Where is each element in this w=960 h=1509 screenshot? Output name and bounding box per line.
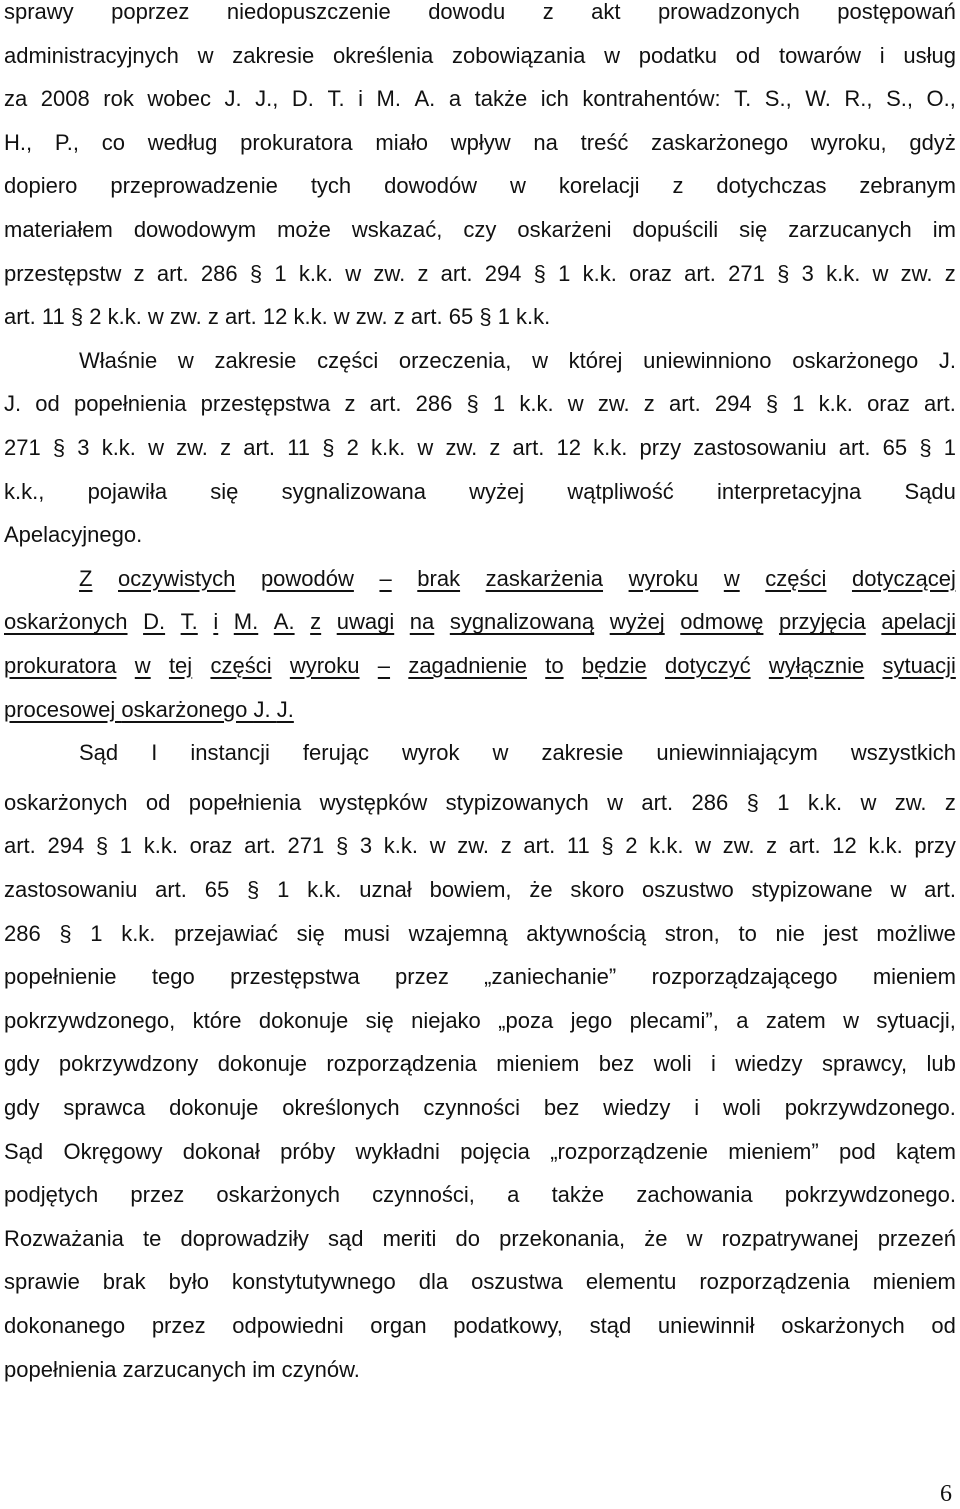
text-line: administracyjnych w zakresie określenia zobowiązania w podatku od towarów i usług xyxy=(4,42,956,68)
text-line: gdy sprawca dokonuje określonych czynności bez wiedzy i woli pokrzywdzonego. xyxy=(4,1095,956,1120)
page-number: 6 xyxy=(940,1481,952,1507)
text-line: popełnienia zarzucanych im czynów. xyxy=(4,1356,360,1382)
text-line: Właśnie w zakresie części orzeczenia, w której uniewinniono oskarżonego J. xyxy=(79,347,956,373)
text-line: Z oczywistych powodów – brak zaskarżenia wyroku w części dotyczącej xyxy=(79,565,956,591)
text-line: popełnienie tego przestępstwa przez „zaniechanie” rozporządzającego mieniem xyxy=(4,964,956,990)
text-line: gdy pokrzywdzony dokonuje rozporządzenia mieniem bez woli i wiedzy sprawcy, lub xyxy=(4,1051,956,1077)
text-line: Sąd I instancji ferując wyrok w zakresie uniewinniającym wszystkich xyxy=(79,740,956,766)
text-line: sprawy poprzez niedopuszczenie dowodu z akt prowadzonych postępowań xyxy=(4,0,956,24)
text-line: 286 § 1 k.k. przejawiać się musi wzajemną aktywnością stron, to nie jest możliwe xyxy=(4,920,956,946)
text-line: procesowej oskarżonego J. J. xyxy=(4,696,294,722)
text-line: Rozważania te doprowadziły sąd meriti do przekonania, że w rozpatrywanej przezeń xyxy=(4,1225,956,1251)
text-line: Apelacyjnego. xyxy=(4,522,143,548)
text-line: podjętych przez oskarżonych czynności, a także zachowania pokrzywdzonego. xyxy=(4,1182,956,1208)
text-line: materiałem dowodowym może wskazać, czy oskarżeni dopuścili się zarzucanych im xyxy=(4,217,956,242)
text-line: art. 11 § 2 k.k. w zw. z art. 12 k.k. w zw. z art. 65 § 1 k.k. xyxy=(4,304,551,330)
text-line: za 2008 rok wobec J. J., D. T. i M. A. a także ich kontrahentów: T. S., W. R., S., O., xyxy=(4,86,956,112)
text-line: sprawie brak było konstytutywnego dla oszustwa elementu rozporządzenia mieniem xyxy=(4,1269,956,1295)
text-line: oskarżonych od popełnienia występków stypizowanych w art. 286 § 1 k.k. w zw. z xyxy=(4,789,956,815)
text-line: k.k., pojawiła się sygnalizowana wyżej wątpliwość interpretacyjna Sądu xyxy=(4,478,956,504)
text-line: oskarżonych D. T. i M. A. z uwagi na sygnalizowaną wyżej odmowę przyjęcia apelacji xyxy=(4,609,956,635)
text-line: J. od popełnienia przestępstwa z art. 286 § 1 k.k. w zw. z art. 294 § 1 k.k. oraz art. xyxy=(4,391,956,417)
text-line: prokuratora w tej części wyroku – zagadnienie to będzie dotyczyć wyłącznie sytuacji xyxy=(4,653,956,678)
text-line: dokonanego przez odpowiedni organ podatkowy, stąd uniewinnił oskarżonych od xyxy=(4,1313,956,1338)
text-line: pokrzywdzonego, które dokonuje się niejako „poza jego plecami”, a zatem w sytuacji, xyxy=(4,1007,956,1033)
text-line: dopiero przeprowadzenie tych dowodów w korelacji z dotychczas zebranym xyxy=(4,173,956,199)
text-line: zastosowaniu art. 65 § 1 k.k. uznał bowiem, że skoro oszustwo stypizowane w art. xyxy=(4,877,956,902)
text-line: H., P., co według prokuratora miało wpływ na treść zaskarżonego wyroku, gdyż xyxy=(4,129,956,155)
text-line: Sąd Okręgowy dokonał próby wykładni pojęcia „rozporządzenie mieniem” pod kątem xyxy=(4,1138,956,1164)
text-line: art. 294 § 1 k.k. oraz art. 271 § 3 k.k. w zw. z art. 11 § 2 k.k. w zw. z art. 12 k.k. przy xyxy=(4,833,956,859)
text-line: 271 § 3 k.k. w zw. z art. 11 § 2 k.k. w zw. z art. 12 k.k. przy zastosowaniu art. 65 § 1 xyxy=(4,435,956,460)
text-line: przestępstw z art. 286 § 1 k.k. w zw. z art. 294 § 1 k.k. oraz art. 271 § 3 k.k. w zw. z xyxy=(4,260,956,286)
